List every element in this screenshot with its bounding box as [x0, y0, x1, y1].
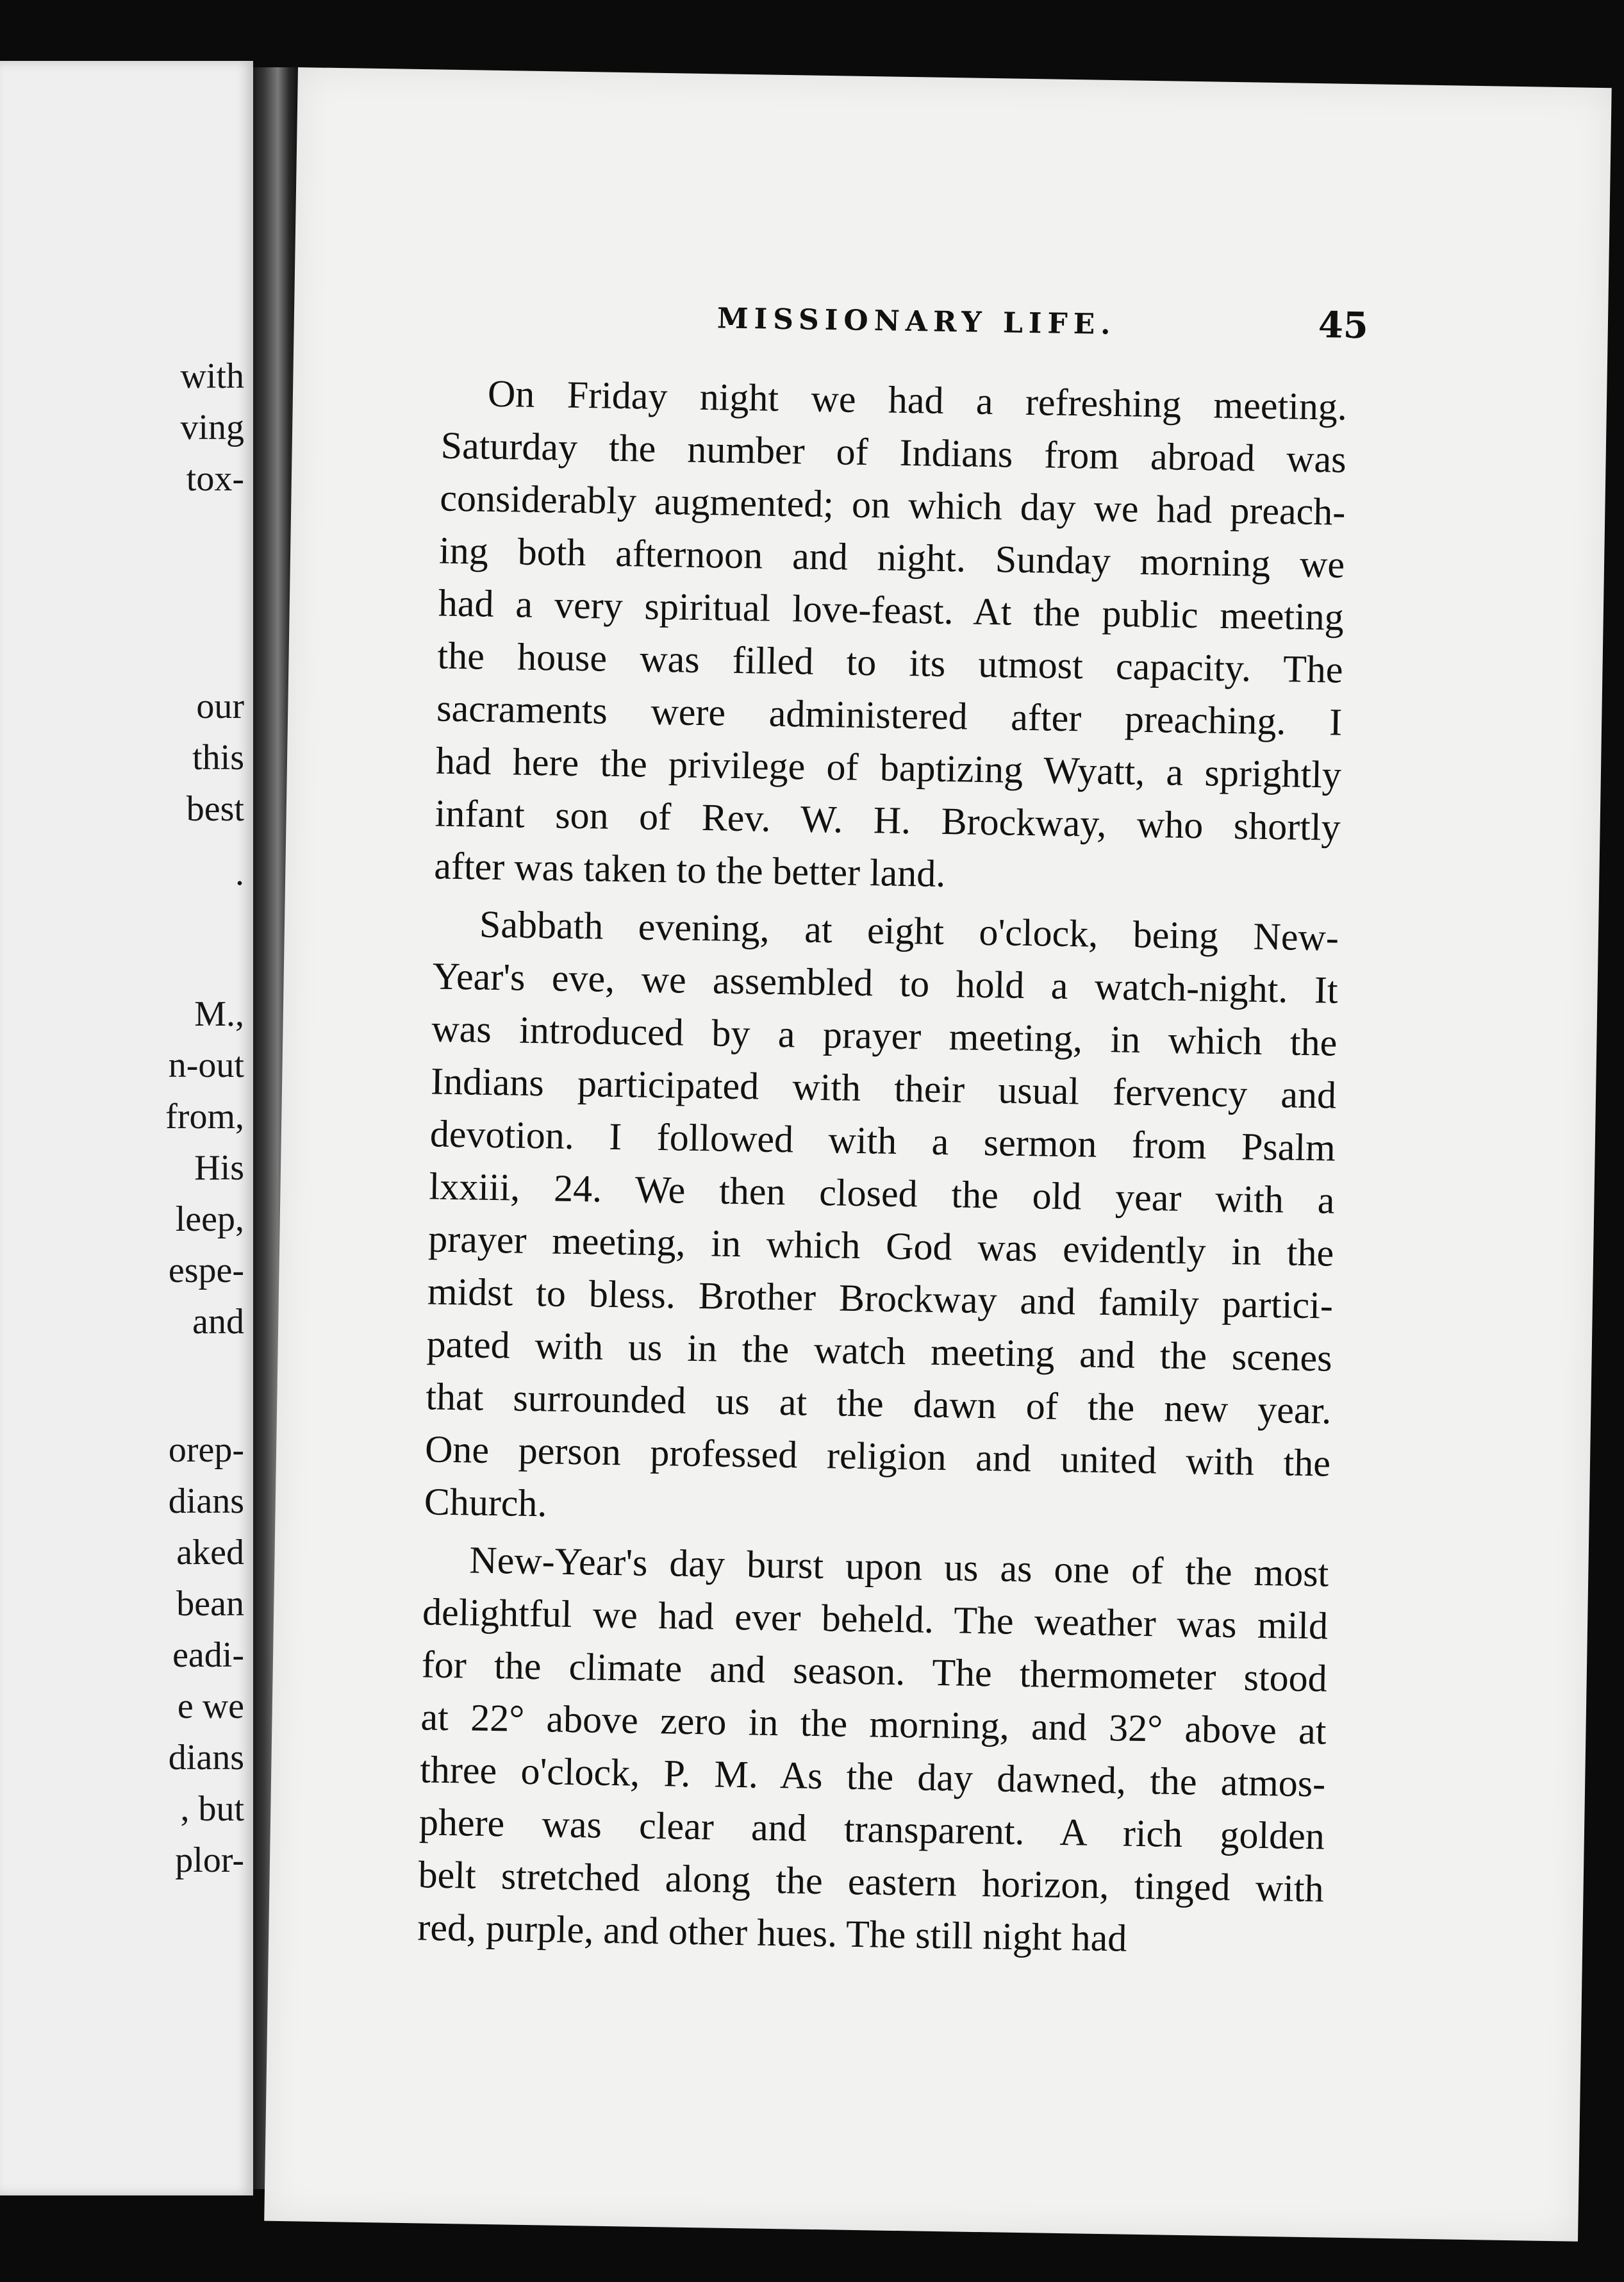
previous-page-fragment: with [180, 356, 244, 396]
text-line: midst to bless. Brother Brockway and family partici- [427, 1270, 1334, 1327]
previous-page-fragment: plor- [175, 1840, 244, 1880]
previous-page-fragment: best [186, 789, 244, 829]
previous-page-fragment: dians [168, 1481, 244, 1521]
running-title: MISSIONARY LIFE. [717, 302, 1116, 342]
previous-page-fragment: espe- [168, 1251, 244, 1290]
previous-page-fragment: M., [194, 994, 244, 1034]
previous-page-fragment: ving [180, 408, 244, 447]
text-line: devotion. I followed with a sermon from Psalm [429, 1112, 1336, 1169]
previous-page-fragment: this [192, 738, 244, 778]
previous-page-fragment: tox- [186, 459, 244, 499]
previous-page-fragment: dians [168, 1738, 244, 1778]
previous-page [0, 61, 253, 2195]
previous-page-fragment: , but [180, 1789, 244, 1829]
text-line: three o'clock, P. M. As the day dawned, the atmos- [419, 1748, 1326, 1805]
previous-page-fragment: aked [176, 1533, 244, 1572]
text-line: sacraments were administered after preaching. I [436, 687, 1343, 744]
text-line: New-Year's day burst upon us as one of the most [468, 1538, 1329, 1595]
previous-page-fragment: n-out [168, 1045, 244, 1085]
text-line: Saturday the number of Indians from abroad was [440, 424, 1347, 481]
previous-page-fragment: eadi- [172, 1635, 244, 1675]
body-text [417, 367, 1348, 1968]
text-line: ing both afternoon and night. Sunday morning we [438, 529, 1345, 586]
previous-page-fragment: orep- [168, 1430, 244, 1470]
text-line: red, purple, and other hues. The still night had [417, 1906, 1127, 1960]
text-line: had a very spiritual love-feast. At the public meeting [438, 581, 1345, 638]
previous-page-fragment: bean [176, 1584, 244, 1624]
text-line: after was taken to the better land. [433, 844, 946, 895]
text-line: had here the privilege of baptizing Wyatt, a sprightly [435, 739, 1342, 796]
text-line: prayer meeting, in which God was evidently in the [427, 1217, 1334, 1274]
text-line: pated with us in the watch meeting and the scenes [426, 1322, 1333, 1379]
previous-page-fragment: leep, [175, 1199, 244, 1239]
text-line: that surrounded us at the dawn of the new year. [425, 1375, 1332, 1432]
previous-page-fragment: His [194, 1148, 244, 1188]
text-line: was introduced by a prayer meeting, in which the [431, 1007, 1338, 1064]
previous-page-fragment: and [192, 1302, 244, 1342]
text-line: Sabbath evening, at eight o'clock, being New- [479, 903, 1339, 959]
page-number: 45 [1318, 304, 1369, 347]
text-line: the house was filled to its utmost capacity. The [437, 634, 1343, 691]
previous-page-fragment: our [196, 687, 244, 726]
text-line: On Friday night we had a refreshing meeting. [487, 372, 1348, 428]
previous-page-fragment: from, [165, 1097, 244, 1137]
text-line: One person professed religion and united with the [424, 1428, 1331, 1485]
text-line: Church. [424, 1480, 548, 1525]
text-line: infant son of Rev. W. H. Brockway, who shortly [435, 792, 1341, 849]
text-line: at 22° above zero in the morning, and 32° above at [420, 1695, 1327, 1753]
text-line: lxxiii, 24. We then closed the old year with a [429, 1165, 1335, 1222]
page-45 [264, 67, 1612, 2242]
text-line: belt stretched along the eastern horizon, tinged with [418, 1853, 1325, 1910]
previous-page-fragment: e we [177, 1687, 244, 1726]
previous-page-fragment: . [235, 853, 244, 893]
text-line: phere was clear and transparent. A rich golden [418, 1801, 1325, 1858]
text-line: Indians participated with their usual fervency and [430, 1060, 1337, 1117]
text-line: considerably augmented; on which day we had preach- [439, 476, 1346, 533]
text-line: for the climate and season. The thermometer stood [421, 1643, 1328, 1700]
text-line: delightful we had ever beheld. The weather was mild [422, 1590, 1329, 1647]
text-line: Year's eve, we assembled to hold a watch-night. It [432, 954, 1339, 1012]
